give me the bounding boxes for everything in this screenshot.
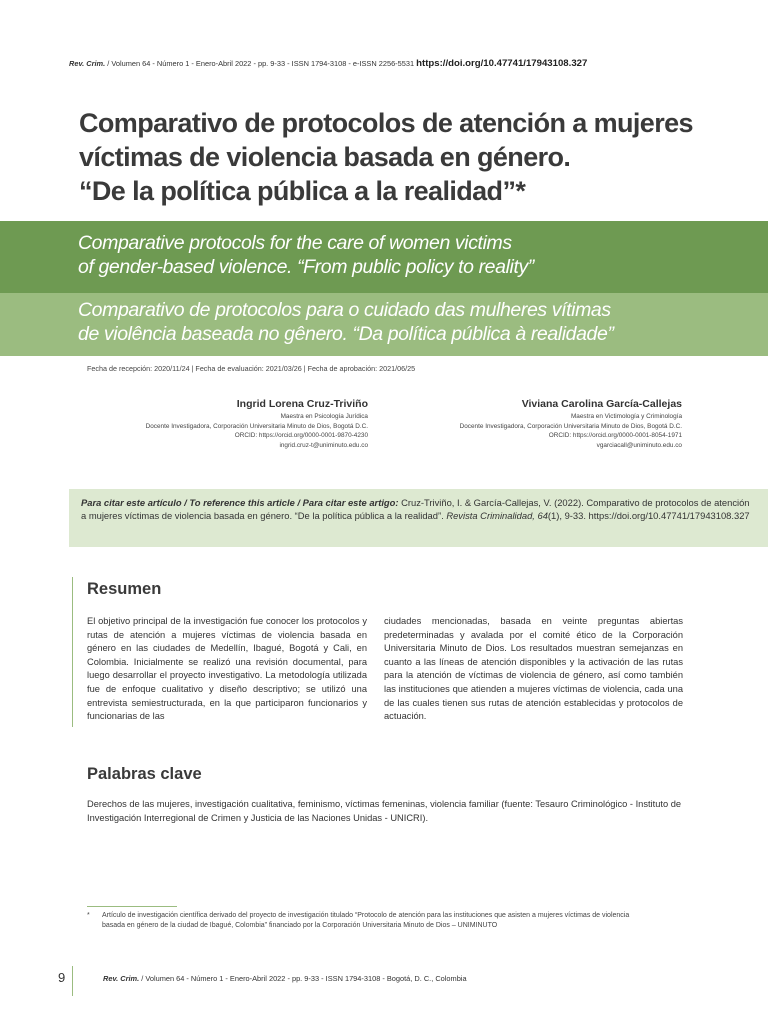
abstract-column-right: ciudades mencionadas, basada en veinte preguntas abiertas predeterminadas y avalada por el comité ético de la Corporación Universitaria Minuto de Dios. Los resultados muestran semejanzas en cuanto a las líneas de atención disponibles y la activación de las rutas para la atención de víctimas de violencia de género, así como también las instituciones que atienden a mujeres víctimas de violencia, cada una de las cuales tienen sus rutas de atención establecidas y protocolos de actuación. (384, 616, 683, 722)
abstract-column-left: El objetivo principal de la investigación fue conocer los protocolos y rutas de atención a mujeres víctimas de violencia basada en género en las ciudades de Medellín, Ibagué, Bogotá y Cali, en Colombia. Inicialmente se realizó una revisión documental, para luego desarrollar el proyecto investigativo. La metodología utilizada fue de enfoque cualitativo y diseño descriptivo; se utilizó una entrevista semiestructurada, en la que participaron funcionarios y funcionarias de las (87, 616, 367, 722)
author-degree: Maestra en Psicología Jurídica (280, 413, 368, 420)
article-title (79, 106, 719, 208)
author-orcid-link[interactable]: ORCID: https://orcid.org/0000-0001-8054-1971 (548, 432, 682, 440)
title-line-2: víctimas de violencia basada en género. (79, 142, 571, 172)
page-number: 9 (58, 970, 66, 985)
author-position: Docente Investigadora, Corporación Universitaria Minuto de Dios, Bogotá D.C. (145, 422, 368, 430)
title-line-3: “De la política pública a la realidad”* (79, 176, 526, 206)
author-email-link[interactable]: ingrid.cruz-t@uniminuto.edu.co (279, 441, 368, 449)
citation-journal: Revista Criminalidad (446, 510, 533, 522)
portuguese-title-line-1: Comparativo de protocolos para o cuidado das mulheres vítimas (78, 299, 611, 321)
resumen-heading: Resumen (87, 580, 162, 598)
submission-dates: Fecha de recepción: 2020/11/24 | Fecha de evaluación: 2021/03/26 | Fecha de aprobación: 2021/06/25 (87, 364, 416, 373)
citation-box (69, 489, 768, 547)
running-footer (103, 974, 467, 983)
footnote-divider (87, 906, 177, 907)
author-name: Viviana Carolina García-Callejas (521, 398, 682, 410)
portuguese-title-line-2: de violência baseada no gênero. “Da política pública à realidade” (78, 323, 614, 345)
header-doi-link[interactable]: https://doi.org/10.47741/17943108.327 (416, 58, 588, 69)
english-title-line-2: of gender-based violence. “From public policy to reality” (78, 256, 534, 278)
keywords-heading: Palabras clave (87, 765, 202, 783)
margin-rule (72, 577, 73, 727)
english-title-line-1: Comparative protocols for the care of women victims (78, 232, 512, 254)
header-citation: / Volumen 64 - Número 1 - Enero-Abril 2022 - pp. 9-33 - ISSN 1794-3108 - e-ISSN 2256-5531 (105, 59, 417, 68)
running-header (69, 58, 709, 69)
author-block-2 (382, 397, 682, 450)
footer-rule (72, 966, 73, 996)
footnote (87, 911, 647, 930)
author-position: Docente Investigadora, Corporación Universitaria Minuto de Dios, Bogotá D.C. (459, 422, 682, 430)
footnote-mark: * (87, 912, 90, 919)
header-journal: Rev. Crim. (69, 59, 106, 68)
citation-text: Cruz-Triviño, I. & García-Callejas, V. (2022). Comparativo de protocolos de atención a mujeres víctimas de violencia basada en género. “De la política pública a la realidad”. (81, 497, 750, 522)
citation-doi: (1), 9-33. https://doi.org/10.47741/17943108.327 (547, 510, 750, 522)
portuguese-title-band (0, 293, 768, 356)
author-email-link[interactable]: vgarciacall@uniminuto.edu.co (596, 441, 682, 449)
author-degree: Maestra en Victimología y Criminología (570, 413, 682, 420)
footnote-text: Artículo de investigación científica derivado del proyecto de investigación titulado “Protocolo de atención para las instituciones que asisten a mujeres víctimas de violencia basada en género de la ciudad de Ibagué, Colombia” financiado por la Corporación Universitaria Minuto de Dios – UNIMINUTO (102, 912, 630, 929)
keywords-text: Derechos de las mujeres, investigación cualitativa, feminismo, víctimas femeninas, violencia familiar (fuente: Tesauro Criminológico - Instituto de Investigación Interregional de Crimen y Justicia de las Naciones Unidas - UNICRI). (87, 799, 682, 823)
citation-label: Para citar este artículo / To reference this article / Para citar este artigo: (81, 497, 399, 508)
english-title-band (0, 221, 768, 293)
author-name: Ingrid Lorena Cruz-Triviño (236, 398, 368, 410)
author-block-1 (68, 397, 368, 450)
footer-journal: Rev. Crim. (103, 974, 140, 983)
title-line-1: Comparativo de protocolos de atención a mujeres (79, 108, 693, 138)
author-orcid-link[interactable]: ORCID: https://orcid.org/0000-0001-9870-4230 (234, 432, 368, 440)
footer-citation: / Volumen 64 - Número 1 - Enero-Abril 2022 - pp. 9-33 - ISSN 1794-3108 - Bogotá, D. C., Colombia (139, 974, 467, 983)
citation-volume: , 64 (532, 510, 548, 522)
